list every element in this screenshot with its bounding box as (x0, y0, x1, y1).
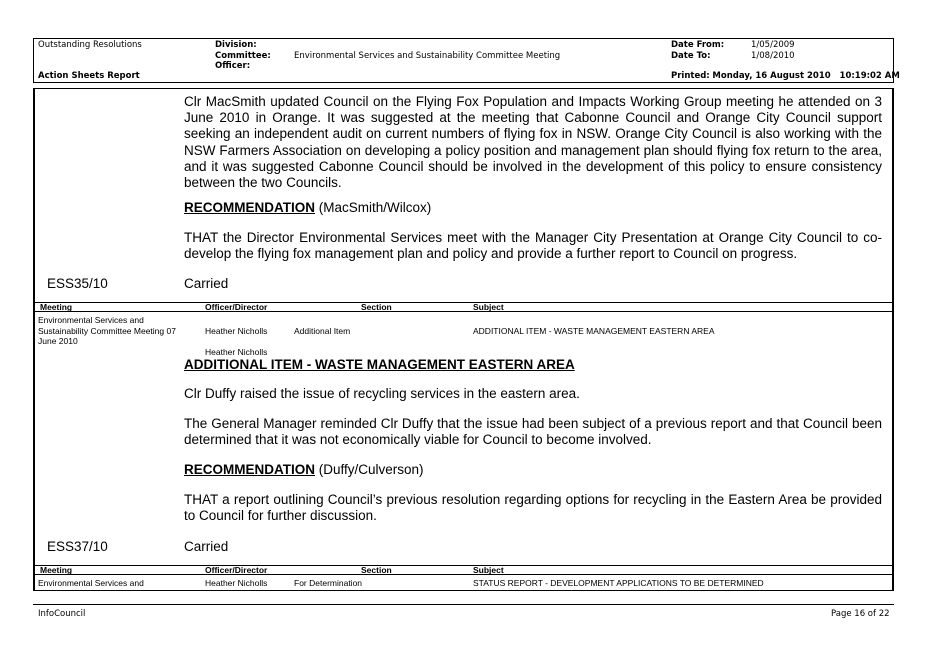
item2-status: Carried (184, 539, 229, 554)
col-meeting: Meeting (40, 565, 73, 575)
recommendation-movers: (MacSmith/Wilcox) (315, 200, 432, 215)
date-from-value: 1/05/2009 (751, 40, 795, 50)
col-meeting: Meeting (40, 302, 73, 312)
item2-officer-repeat: Heather Nicholls (205, 347, 268, 357)
division-label: Division: (215, 40, 257, 50)
item3-subject: STATUS REPORT - DEVELOPMENT APPLICATIONS TO BE DETERMINED (473, 578, 764, 588)
item3-section: For Determination (294, 578, 363, 588)
item2-para1: Clr Duffy raised the issue of recycling services in the eastern area. (184, 386, 580, 401)
printed-stamp: Printed: Monday, 16 August 2010 10:19:02 AM (671, 71, 900, 81)
item2-section: Additional Item (294, 326, 351, 336)
col-officer: Officer/Director (205, 302, 268, 312)
col-subject: Subject (473, 302, 504, 312)
committee-label: Committee: (215, 51, 271, 61)
officer-label: Officer: (215, 61, 251, 71)
item1-paragraph: Clr MacSmith updated Council on the Flying Fox Population and Impacts Working Group meeting he attended on 3 June 2010 in Orange. It was suggested at the meeting that Cabonne Council and Orange City Council support seeking an independent audit on current numbers of flying fox in NSW. Orange City Council is also working with the NSW Farmers Association on developing a policy position and management plan should flying fox return to the area, and it was suggested Cabonne Council should be involved in the development of this policy to ensure consistency between the two Councils. (184, 94, 882, 191)
col-section: Section (361, 302, 392, 312)
date-from-label: Date From: (671, 40, 725, 50)
column-header-band (35, 302, 892, 312)
recommendation-movers: (Duffy/Culverson) (315, 462, 424, 477)
committee-value: Environmental Services and Sustainability Committee Meeting (294, 51, 561, 61)
item2-officer: Heather Nicholls (205, 326, 268, 336)
col-subject: Subject (473, 565, 504, 575)
report-type: Action Sheets Report (38, 71, 140, 81)
printed-value: Monday, 16 August 2010 10:19:02 AM (712, 71, 900, 81)
item2-resolution: THAT a report outlining Council’s previous resolution regarding options for recycling in the Eastern Area be provided to Council for further discussion. (184, 492, 882, 524)
footer-divider (33, 604, 894, 605)
item1-resolution: THAT the Director Environmental Services meet with the Manager City Presentation at Orange City Council to co-develop the flying fox management plan and policy and provide a further report to Council on progress. (184, 230, 882, 262)
item2-subject: ADDITIONAL ITEM - WASTE MANAGEMENT EASTERN AREA (473, 326, 715, 336)
column-header-band (35, 565, 892, 575)
item2-heading: ADDITIONAL ITEM - WASTE MANAGEMENT EASTERN AREA (184, 357, 575, 372)
item2-meeting: Environmental Services and Sustainability Committee Meeting 07 June 2010 (38, 315, 176, 346)
item1-recommendation (184, 200, 882, 216)
footer-brand: InfoCouncil (38, 609, 86, 619)
recommendation-label: RECOMMENDATION (184, 462, 315, 477)
item3-officer: Heather Nicholls (205, 578, 268, 588)
item3-meeting: Environmental Services and (38, 578, 144, 588)
recommendation-label: RECOMMENDATION (184, 200, 315, 215)
item1-status: Carried (184, 276, 229, 291)
app-name: Outstanding Resolutions (38, 40, 142, 50)
col-section: Section (361, 565, 392, 575)
item2-ref: ESS37/10 (47, 539, 108, 554)
date-to-value: 1/08/2010 (751, 51, 795, 61)
item1-ref: ESS35/10 (47, 276, 108, 291)
item2-para2: The General Manager reminded Clr Duffy that the issue had been subject of a previous report and that Council been determined that it was not economically viable for Council to become involved. (184, 416, 882, 448)
date-to-label: Date To: (671, 51, 711, 61)
item2-recommendation (184, 462, 882, 478)
page-number: Page 16 of 22 (831, 609, 890, 619)
col-officer: Officer/Director (205, 565, 268, 575)
